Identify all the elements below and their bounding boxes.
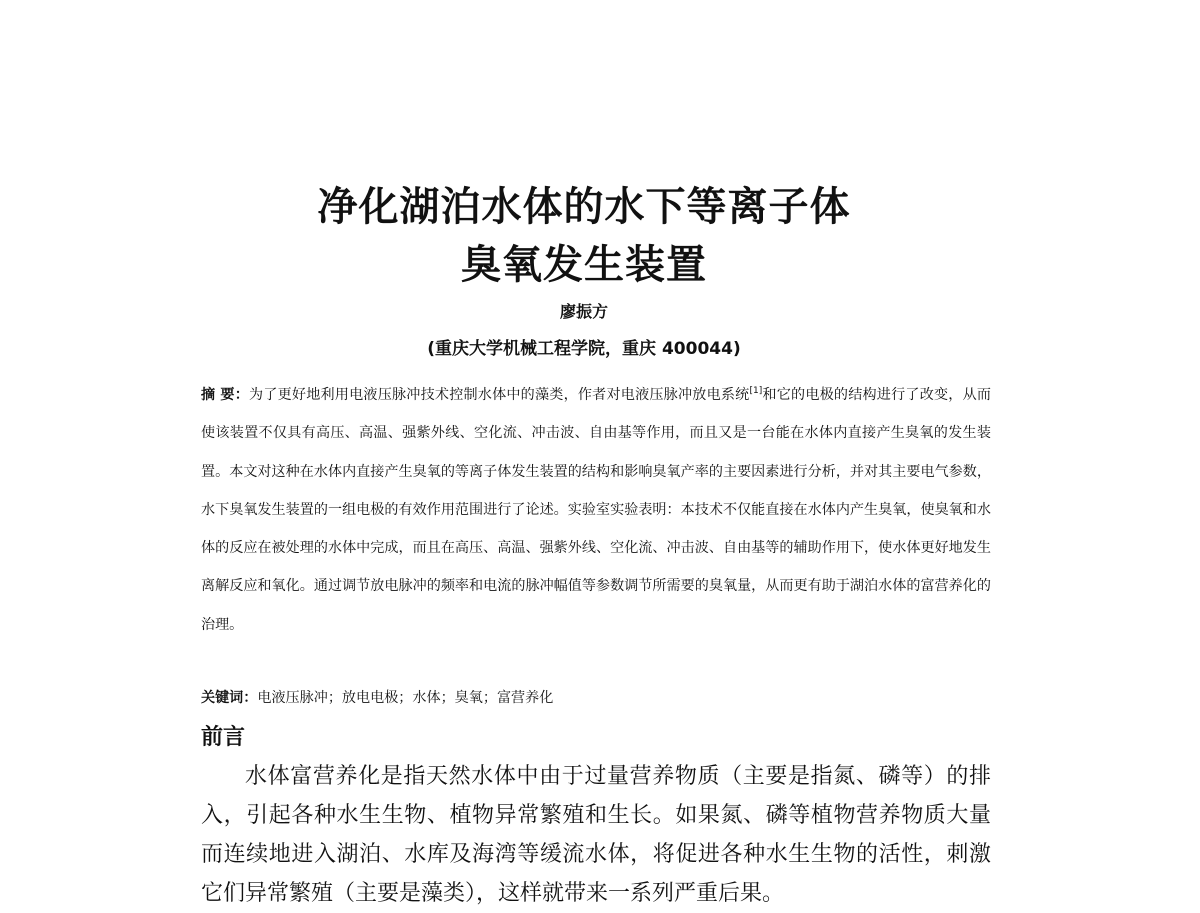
abstract-text-part-1: 为了更好地利用电液压脉冲技术控制水体中的藻类，作者对电液压脉冲放电系统 — [249, 387, 750, 403]
keywords-label: 关键词： — [201, 690, 258, 706]
abstract-text-part-2: 和它的电极的结构进行了改变，从而使该装置不仅具有高压、高温、强紫外线、空化流、冲击波、自由基等作用，而且又是一台能在水体内直接产生臭氧的发生装置。本文对这种在水体内直接产生臭氧的等离子体发生装置的结构和影响臭氧产率的主要因素进行分析，并对其主要电气参数，水下臭氧发生装置的一组电极的有效作用范围进行了论述。实验室实验表明：本技术不仅能直接在水体内产生臭氧，使臭氧和水体的反应在被处理的水体中完成，而且在高压、高温、强紫外线、空化流、冲击波、自由基等的辅助作用下，使水体更好地发生离解反应和氧化。通过调节放电脉冲的频率和电流的脉冲幅值等参数调节所需要的臭氧量，从而更有助于湖泊水体的富营养化的治理。 — [201, 387, 991, 633]
section-paragraph: 水体富营养化是指天然水体中由于过量营养物质（主要是指氮、磷等）的排入，引起各种水生生物、植物异常繁殖和生长。如果氮、磷等植物营养物质大量而连续地进入湖泊、水库及海湾等缓流水体，将促进各种水生生物的活性，刺激它们异常繁殖（主要是藻类），这样就带来一系列严重后果。 — [201, 764, 991, 906]
abstract-label: 摘 要： — [201, 387, 250, 403]
abstract — [201, 376, 991, 644]
paper-title-line-2: 臭氧发生装置 — [461, 242, 707, 288]
paper-title-line-1: 净化湖泊水体的水下等离子体 — [317, 184, 851, 230]
author-affiliation: (重庆大学机械工程学院，重庆 400044) — [427, 339, 741, 359]
keywords-text: 电液压脉冲；放电电极；水体；臭氧；富营养化 — [257, 690, 554, 706]
keywords — [201, 685, 991, 711]
abstract-citation: [1] — [749, 386, 763, 396]
author-name: 廖振方 — [559, 302, 608, 321]
section-heading: 前言 — [201, 724, 246, 750]
